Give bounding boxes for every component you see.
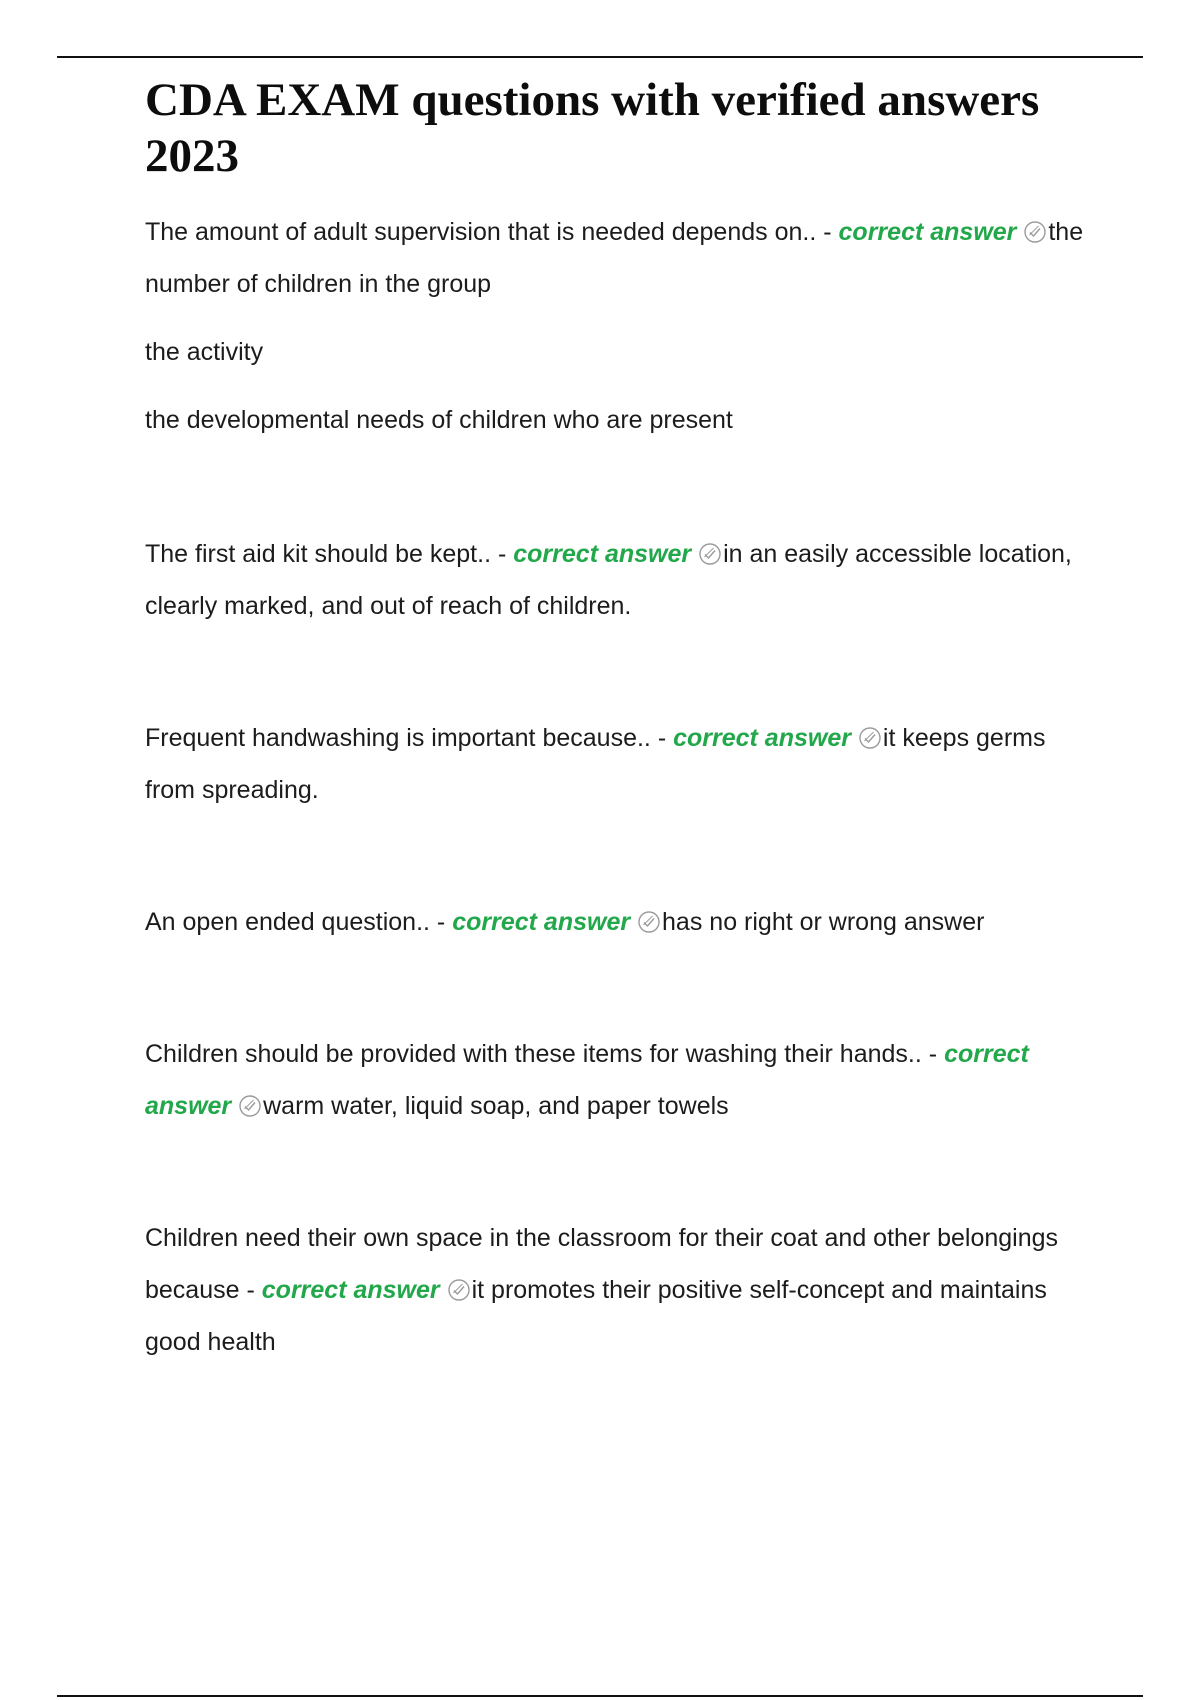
check-circle-icon [698,542,722,566]
check-circle-icon [637,910,661,934]
top-rule [57,56,1143,58]
separator: - [436,908,446,936]
qa-item [145,206,1095,446]
correct-answer-label: correct answer [145,1040,1029,1120]
qa-item [145,528,1095,632]
page-title: CDA EXAM questions with verified answers 2023 [145,74,1040,182]
qa-item [145,896,1095,948]
answer-text: it keeps germs from spreading. [145,724,1046,804]
correct-answer-label: correct answer [513,540,692,568]
check-circle-icon [858,726,882,750]
answer-text: warm water, liquid soap, and paper towels [263,1092,729,1120]
question-text: The amount of adult supervision that is needed depends on.. [145,218,817,246]
answer-text: in an easily accessible location, clearly marked, and out of reach of children. [145,540,1072,620]
correct-answer-label: correct answer [261,1276,440,1304]
answer-text: has no right or wrong answer [662,908,985,936]
qa-item [145,1028,1095,1132]
separator: - [823,218,832,246]
qa-line [145,1212,1095,1368]
separator: - [246,1276,255,1304]
correct-answer-label: correct answer [673,724,851,752]
separator: - [497,540,507,568]
answer-text: the developmental needs of children who are present [145,406,733,434]
check-circle-icon [1023,220,1047,244]
document-body [145,72,1095,1368]
question-text: The first aid kit should be kept.. [145,540,492,568]
answer-text: the number of children in the group [145,218,1084,298]
qa-line [145,206,1095,310]
qa-line [145,528,1095,632]
qa-line [145,712,1095,816]
check-circle-icon [447,1278,471,1302]
question-text: Children need their own space in the classroom for their coat and other belongings because [145,1224,1059,1304]
qa-line [145,1028,1095,1132]
qa-line [145,896,1095,948]
qa-item [145,712,1095,816]
question-text: Children should be provided with these items for washing their hands.. [145,1040,922,1068]
bottom-rule [57,1695,1143,1697]
question-text: An open ended question.. [145,908,430,936]
question-text: Frequent handwashing is important because.. [145,724,651,752]
correct-answer-label: correct answer [838,218,1017,246]
correct-answer-label: correct answer [452,908,631,936]
check-circle-icon [238,1094,262,1118]
answer-text: it promotes their positive self-concept and maintains good health [145,1276,1047,1356]
separator: - [657,724,667,752]
answer-text: the activity [145,338,264,366]
separator: - [928,1040,938,1068]
qa-item [145,1212,1095,1368]
